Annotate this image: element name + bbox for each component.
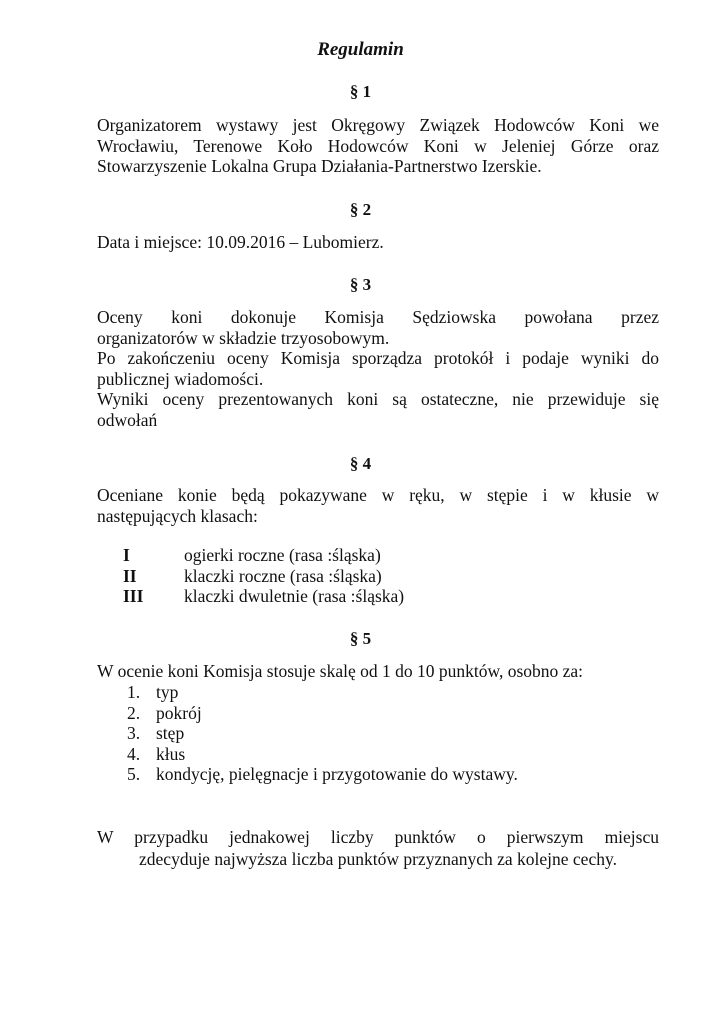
class-row	[123, 566, 404, 587]
criteria-text: kondycję, pielęgnacje i przygotowanie do wystawy.	[156, 764, 518, 784]
criteria-text: stęp	[156, 723, 185, 743]
section-1-text	[97, 115, 659, 177]
class-code: I	[123, 545, 130, 565]
criteria-number: 1.	[127, 682, 141, 702]
section-4-text	[97, 485, 659, 526]
section-1-heading: § 1	[349, 82, 372, 101]
criteria-item	[127, 764, 518, 785]
criteria-text: kłus	[156, 743, 186, 764]
criteria-item	[127, 744, 518, 765]
class-code: II	[123, 565, 137, 586]
section-1-line-1: Organizatorem wystawy jest Okręgowy Związek Hodowców Koni we	[97, 115, 659, 135]
section-5-heading: § 5	[349, 629, 372, 648]
document-title: Regulamin	[317, 39, 404, 60]
criteria-number: 3.	[127, 723, 141, 743]
criteria-number: 2.	[127, 702, 141, 723]
section-3-line-6: odwołań	[97, 409, 158, 430]
class-description: ogierki roczne (rasa :śląska)	[184, 545, 381, 565]
section-3-line-4: publicznej wiadomości.	[97, 368, 264, 389]
criteria-number: 5.	[127, 764, 141, 784]
section-2-heading: § 2	[349, 200, 372, 219]
section-5-line-1: W ocenie koni Komisja stosuje skalę od 1 do 10 punktów, osobno za:	[97, 661, 584, 681]
class-row	[123, 545, 404, 566]
class-row	[123, 586, 404, 607]
criteria-item	[127, 703, 518, 724]
section-4-line-2: następujących klasach:	[97, 505, 258, 526]
class-description: klaczki dwuletnie (rasa :śląska)	[184, 586, 405, 606]
section-1-line-3: Stowarzyszenie Lokalna Grupa Działania-Partnerstwo Izerskie.	[97, 156, 542, 176]
section-3-line-1: Oceny koni dokonuje Komisja Sędziowska powołana przez	[97, 307, 659, 327]
criteria-item	[127, 723, 518, 744]
criteria-list	[127, 682, 518, 785]
closing-line-1: W przypadku jednakowej liczby punktów o pierwszym miejscu	[97, 827, 659, 847]
section-5-text	[97, 661, 659, 682]
section-1-line-2: Wrocławiu, Terenowe Koło Hodowców Koni w Jeleniej Górze oraz	[97, 135, 659, 156]
criteria-item	[127, 682, 518, 703]
section-3-text	[97, 307, 659, 430]
section-3-heading: § 3	[349, 275, 372, 294]
section-3-line-5: Wyniki oceny prezentowanych koni są ostateczne, nie przewiduje się	[97, 389, 659, 409]
section-2-line-1: Data i miejsce: 10.09.2016 – Lubomierz.	[97, 232, 384, 252]
section-3-line-2: organizatorów w składzie trzyosobowym.	[97, 327, 390, 348]
closing-paragraph	[97, 826, 659, 870]
criteria-text: pokrój	[156, 702, 202, 723]
class-code: III	[123, 586, 144, 606]
section-2-text	[97, 232, 659, 253]
section-3-line-3: Po zakończeniu oceny Komisja sporządza protokół i podaje wyniki do	[97, 348, 659, 368]
class-description: klaczki roczne (rasa :śląska)	[184, 565, 382, 586]
class-list	[123, 545, 404, 607]
criteria-text: typ	[156, 682, 179, 702]
closing-line-2: zdecyduje najwyższa liczba punktów przyznanych za kolejne cechy.	[139, 849, 617, 869]
section-4-line-1: Oceniane konie będą pokazywane w ręku, w stępie i w kłusie w	[97, 485, 659, 505]
section-4-heading: § 4	[349, 454, 372, 473]
criteria-number: 4.	[127, 743, 141, 764]
